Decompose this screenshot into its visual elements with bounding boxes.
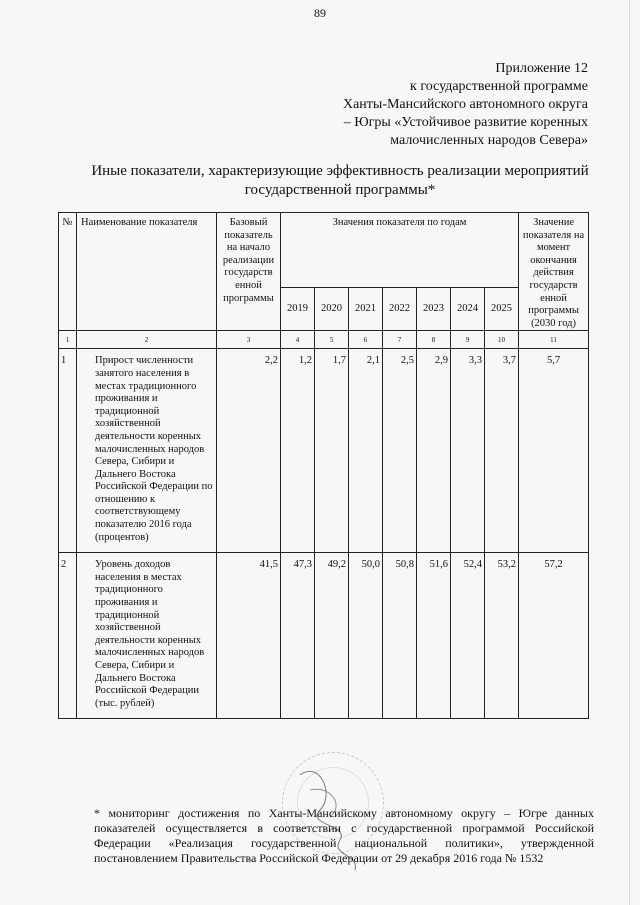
year-value: 2,5 [383,349,417,553]
header-year: 2021 [349,288,383,331]
header-target: Значение показателя на момент окончания действия государств енной программы (2030 год) [519,213,589,331]
year-value: 3,3 [451,349,485,553]
header-name: Наименование показателя [77,213,217,331]
column-numbers-row [59,331,589,349]
column-number: 2 [77,331,217,349]
year-value: 1,2 [281,349,315,553]
page-number: 89 [314,6,326,20]
base-value: 2,2 [217,349,281,553]
column-number: 10 [485,331,519,349]
year-value: 1,7 [315,349,349,553]
indicator-name: Уровень доходов населения в местах традиционного проживания и традиционной хозяйственной деятельности коренных малочисленных народов Севера, Сибири и Дальнего Востока Российской Федерации (тыс. рублей) [77,553,217,719]
indicator-name: Прирост численности занятого населения в местах традиционного проживания и традиционной хозяйственной деятельности коренных малочисленных народов Севера, Сибири и Дальнего Востока Российской Федерации по отношению к соответствующему показателю 2016 года (процентов) [77,349,217,553]
indicators-table [58,212,589,719]
header-year: 2022 [383,288,417,331]
column-number: 7 [383,331,417,349]
document-title [90,162,590,200]
title-line: Иные показатели, характеризующие эффективность реализации мероприятий [91,163,589,179]
year-value: 2,1 [349,349,383,553]
column-number: 5 [315,331,349,349]
title-line: государственной программы* [244,182,436,198]
appendix-line: малочисленных народов Севера» [390,133,588,148]
column-number: 8 [417,331,451,349]
target-value: 5,7 [519,349,589,553]
appendix-line: – Югры «Устойчивое развитие коренных [343,115,588,130]
column-number: 4 [281,331,315,349]
header-base: Базовый показатель на начало реализации государств енной программы [217,213,281,331]
row-number: 2 [59,553,77,719]
header-year: 2019 [281,288,315,331]
header-num: № [59,213,77,331]
column-number: 6 [349,331,383,349]
scan-edge-line [629,0,630,905]
appendix-line: к государственной программе [410,79,588,94]
header-year: 2020 [315,288,349,331]
header-by-years: Значения показателя по годам [281,213,519,288]
header-year: 2025 [485,288,519,331]
year-value: 47,3 [281,553,315,719]
row-number: 1 [59,349,77,553]
column-number: 1 [59,331,77,349]
appendix-line: Приложение 12 [495,61,588,76]
table-header-row [59,213,589,288]
year-value: 53,2 [485,553,519,719]
year-value: 50,0 [349,553,383,719]
footnote: * мониторинг достижения по Ханты-Мансийскому автономному округу – Югре данных показателей осуществляется в соответствии с государственной программой Российской Федерации «Реализация государственной национальной политики», утвержденной постановлением Правительства Российской Федерации от 29 декабря 2016 года № 1532 [94,806,594,865]
header-year: 2023 [417,288,451,331]
year-value: 3,7 [485,349,519,553]
column-number: 3 [217,331,281,349]
target-value: 57,2 [519,553,589,719]
table-row [59,553,589,719]
column-number: 9 [451,331,485,349]
table-row [59,349,589,553]
year-value: 49,2 [315,553,349,719]
year-value: 50,8 [383,553,417,719]
base-value: 41,5 [217,553,281,719]
year-value: 51,6 [417,553,451,719]
year-value: 52,4 [451,553,485,719]
column-number: 11 [519,331,589,349]
appendix-header [258,60,588,150]
appendix-line: Ханты-Мансийского автономного округа [342,97,588,112]
header-year: 2024 [451,288,485,331]
year-value: 2,9 [417,349,451,553]
